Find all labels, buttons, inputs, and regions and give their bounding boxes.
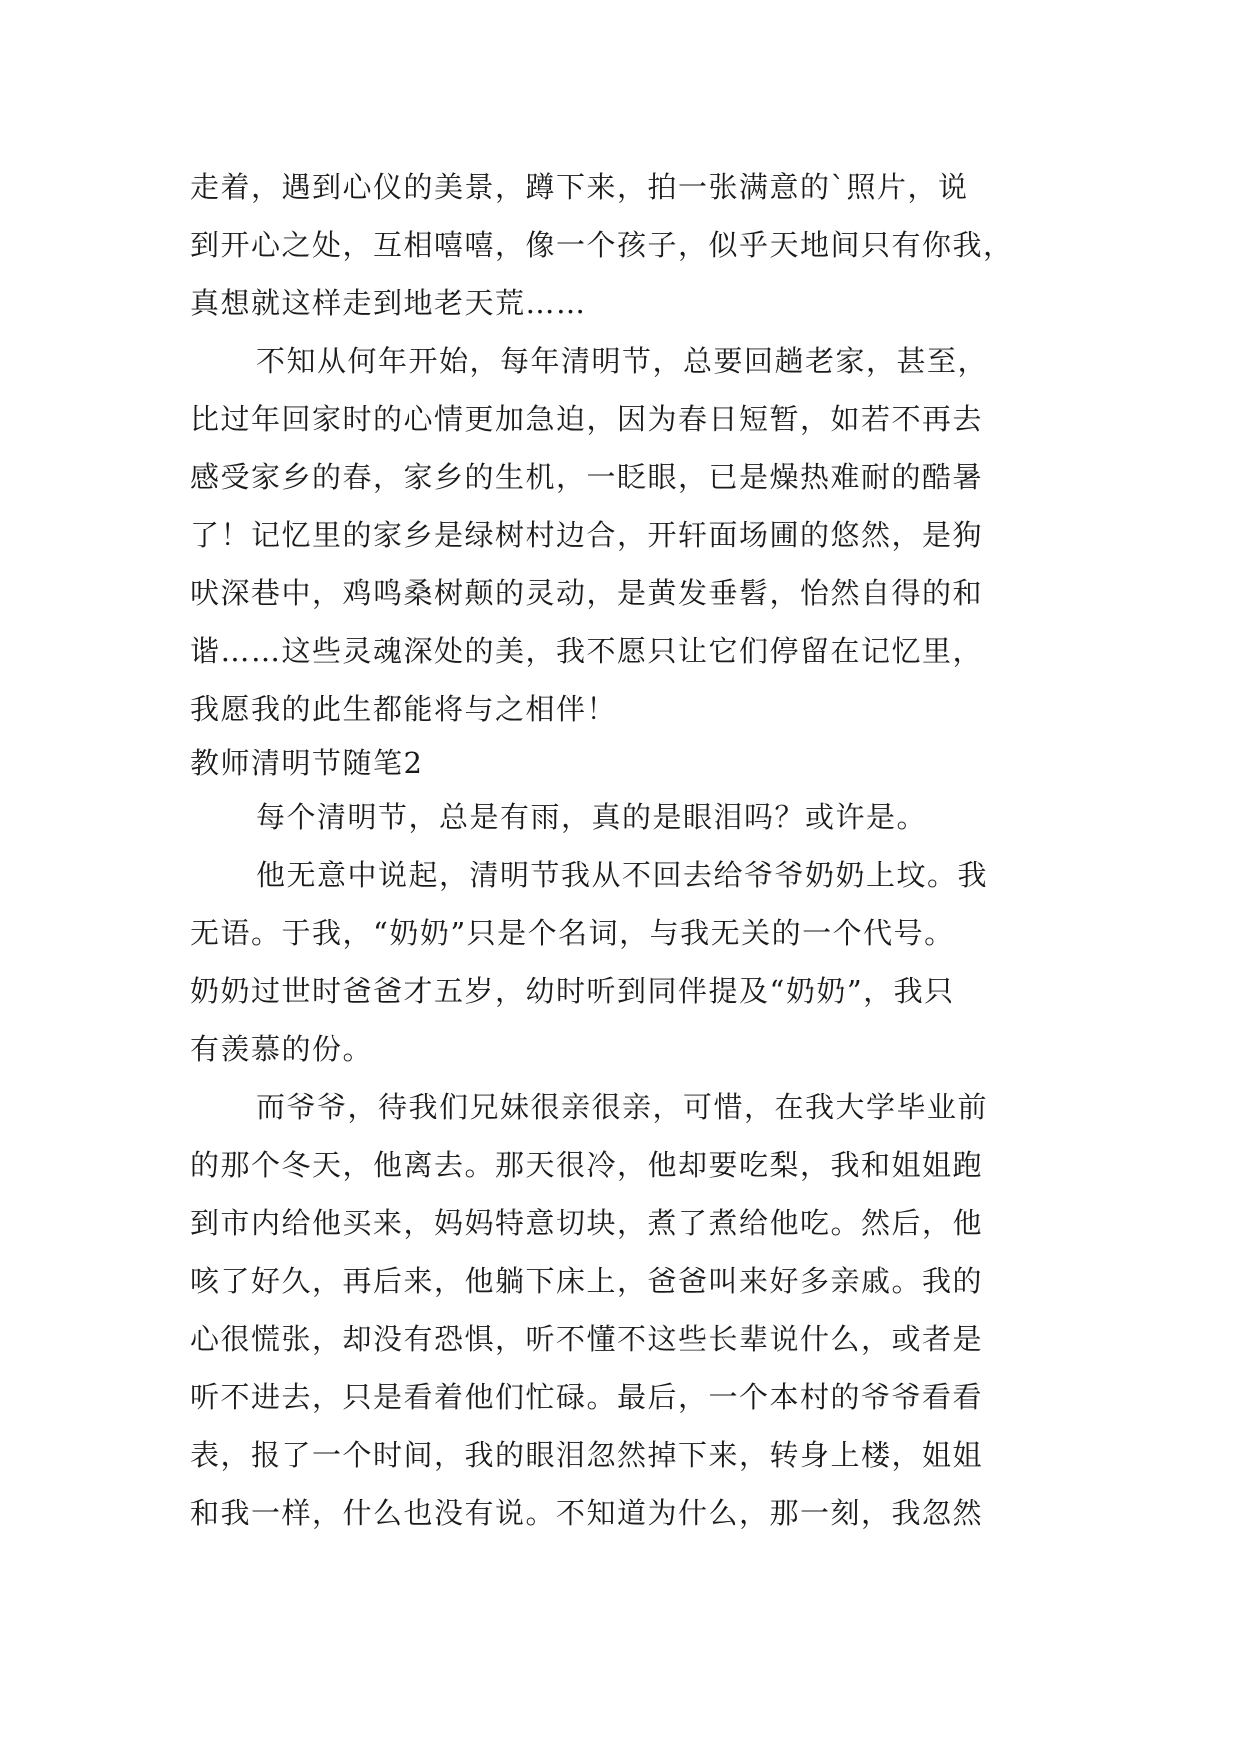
paragraph-3: [190, 788, 1070, 846]
section-title: 教师清明节随笔2: [190, 746, 424, 780]
paragraph-4: [190, 846, 1070, 1078]
text-line: 到市内给他买来，妈妈特意切块，煮了煮给他吃。然后，他: [190, 1206, 984, 1240]
text-line: 我愿我的此生都能将与之相伴！: [190, 692, 618, 726]
text-line: 的那个冬天，他离去。那天很冷，他却要吃梨，我和姐姐跑: [190, 1148, 984, 1182]
paragraph-1: [190, 158, 1070, 332]
text-line: 真想就这样走到地老天荒……: [190, 286, 587, 320]
text-line: 走着，遇到心仪的美景，蹲下来，拍一张满意的`照片，说: [190, 170, 969, 204]
text-line: 和我一样，什么也没有说。不知道为什么，那一刻，我忽然: [190, 1496, 984, 1530]
text-line: 比过年回家时的心情更加急迫，因为春日短暂，如若不再去: [190, 402, 984, 436]
text-line: 奶奶过世时爸爸才五岁，幼时听到同伴提及“奶奶”，我只: [190, 974, 955, 1008]
text-line: 心很慌张，却没有恐惧，听不懂不这些长辈说什么，或者是: [190, 1322, 984, 1356]
text-line: 到开心之处，互相嘻嘻，像一个孩子，似乎天地间只有你我，: [190, 228, 1014, 262]
text-line: 无语。于我，“奶奶”只是个名词，与我无关的一个代号。: [190, 916, 955, 950]
text-line: 谐……这些灵魂深处的美，我不愿只让它们停留在记忆里，: [190, 634, 984, 668]
document-page: [190, 158, 1070, 1542]
text-line: 吠深巷中，鸡鸣桑树颠的灵动，是黄发垂髫，怡然自得的和: [190, 576, 984, 610]
text-line: 听不进去，只是看着他们忙碌。最后，一个本村的爷爷看看: [190, 1380, 984, 1414]
text-line: 咳了好久，再后来，他躺下床上，爸爸叫来好多亲戚。我的: [190, 1264, 984, 1298]
paragraph-5: [190, 1078, 1070, 1542]
text-line: 不知从何年开始，每年清明节，总要回趟老家，甚至，: [256, 344, 989, 378]
text-line: 感受家乡的春，家乡的生机，一眨眼，已是燥热难耐的酷暑: [190, 460, 984, 494]
text-line: 表，报了一个时间，我的眼泪忽然掉下来，转身上楼，姐姐: [190, 1438, 984, 1472]
text-line: 了！记忆里的家乡是绿树村边合，开轩面场圃的悠然，是狗: [190, 518, 984, 552]
paragraph-2: [190, 332, 1070, 738]
text-line: 有羡慕的份。: [190, 1032, 374, 1066]
text-line: 他无意中说起，清明节我从不回去给爷爷奶奶上坟。我: [256, 858, 989, 892]
text-line: 每个清明节，总是有雨，真的是眼泪吗？或许是。: [256, 800, 928, 834]
text-line: 而爷爷，待我们兄妹很亲很亲，可惜，在我大学毕业前: [256, 1090, 989, 1124]
